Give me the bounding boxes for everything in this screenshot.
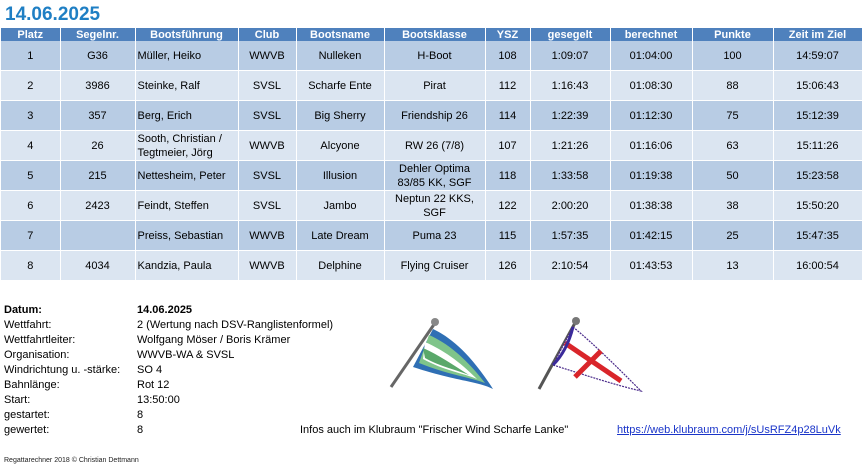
cell-ziel: 15:11:26 <box>773 131 862 161</box>
table-row <box>1 71 862 101</box>
cell-ziel: 15:12:39 <box>773 101 862 131</box>
cell-segelnr: 3986 <box>60 71 135 101</box>
cell-name: Nulleken <box>296 41 384 71</box>
info-label: gestartet: <box>4 409 50 421</box>
info-value: 14.06.2025 <box>137 304 193 316</box>
cell-klasse: Dehler Optima 83/85 KK, SGF <box>384 161 485 191</box>
cell-fuehrung: Kandzia, Paula <box>135 251 238 281</box>
cell-ysz: 107 <box>485 131 530 161</box>
cell-name: Jambo <box>296 191 384 221</box>
cell-name: Illusion <box>296 161 384 191</box>
info-label: gewertet: <box>4 424 50 436</box>
cell-ziel: 15:23:58 <box>773 161 862 191</box>
cell-platz: 5 <box>1 161 60 191</box>
info-value: SO 4 <box>137 364 163 376</box>
info-value: 8 <box>137 409 144 421</box>
info-label: Organisation: <box>4 349 70 361</box>
cell-segelnr: G36 <box>60 41 135 71</box>
table-header-row <box>1 28 862 41</box>
cell-punkte: 75 <box>692 101 773 131</box>
table-row <box>1 161 862 191</box>
cell-name: Late Dream <box>296 221 384 251</box>
page-title: 14.06.2025 <box>5 4 101 25</box>
cell-ziel: 16:00:54 <box>773 251 862 281</box>
cell-club: WWVB <box>238 221 296 251</box>
cell-name: Delphine <box>296 251 384 281</box>
column-header: berechnet <box>610 28 692 41</box>
cell-klasse: Puma 23 <box>384 221 485 251</box>
cell-ziel: 15:06:43 <box>773 71 862 101</box>
cell-fuehrung: Nettesheim, Peter <box>135 161 238 191</box>
table-row <box>1 101 862 131</box>
cell-segelnr <box>60 221 135 251</box>
info-label: Datum: <box>4 304 42 316</box>
info-value: WWVB-WA & SVSL <box>137 349 235 361</box>
cell-klasse: Friendship 26 <box>384 101 485 131</box>
column-header: Segelnr. <box>60 28 135 41</box>
cell-ysz: 108 <box>485 41 530 71</box>
table-row <box>1 41 862 71</box>
column-header: Bootsklasse <box>384 28 485 41</box>
cell-berechnet: 01:43:53 <box>610 251 692 281</box>
info-label: Wettfahrtleiter: <box>4 334 76 346</box>
cell-berechnet: 01:12:30 <box>610 101 692 131</box>
svsl-club-flag <box>535 315 645 392</box>
info-label: Wettfahrt: <box>4 319 52 331</box>
cell-berechnet: 01:38:38 <box>610 191 692 221</box>
cell-fuehrung: Feindt, Steffen <box>135 191 238 221</box>
column-header: Club <box>238 28 296 41</box>
cell-club: WWVB <box>238 131 296 161</box>
cell-platz: 2 <box>1 71 60 101</box>
cell-punkte: 63 <box>692 131 773 161</box>
footer-credit: Regattarechner 2018 © Christian Dettmann <box>4 457 139 464</box>
cell-name: Alcyone <box>296 131 384 161</box>
cell-gesegelt: 1:33:58 <box>530 161 610 191</box>
cell-ysz: 122 <box>485 191 530 221</box>
info-value: 13:50:00 <box>137 394 180 406</box>
info-label: Windrichtung u. -stärke: <box>4 364 121 376</box>
cell-ziel: 15:50:20 <box>773 191 862 221</box>
table-row <box>1 221 862 251</box>
cell-platz: 8 <box>1 251 60 281</box>
cell-segelnr: 2423 <box>60 191 135 221</box>
info-value: 2 (Wertung nach DSV-Ranglistenformel) <box>137 319 334 331</box>
cell-berechnet: 01:08:30 <box>610 71 692 101</box>
cell-segelnr: 4034 <box>60 251 135 281</box>
results-table <box>1 28 863 281</box>
klubraum-link[interactable]: https://web.klubraum.com/j/sUsRFZ4p28LuVk <box>617 424 841 436</box>
table-row <box>1 191 862 221</box>
cell-punkte: 38 <box>692 191 773 221</box>
column-header: Bootsführung <box>135 28 238 41</box>
cell-platz: 6 <box>1 191 60 221</box>
table-body <box>1 41 862 281</box>
cell-ziel: 15:47:35 <box>773 221 862 251</box>
cell-gesegelt: 1:09:07 <box>530 41 610 71</box>
cell-fuehrung: Berg, Erich <box>135 101 238 131</box>
cell-platz: 1 <box>1 41 60 71</box>
cell-club: SVSL <box>238 71 296 101</box>
cell-berechnet: 01:04:00 <box>610 41 692 71</box>
cell-klasse: H-Boot <box>384 41 485 71</box>
cell-ysz: 114 <box>485 101 530 131</box>
column-header: Bootsname <box>296 28 384 41</box>
cell-ysz: 126 <box>485 251 530 281</box>
cell-berechnet: 01:42:15 <box>610 221 692 251</box>
cell-fuehrung: Sooth, Christian / Tegtmeier, Jörg <box>135 131 238 161</box>
cell-segelnr: 26 <box>60 131 135 161</box>
column-header: Zeit im Ziel <box>773 28 862 41</box>
column-header: YSZ <box>485 28 530 41</box>
cell-gesegelt: 1:22:39 <box>530 101 610 131</box>
cell-gesegelt: 1:21:26 <box>530 131 610 161</box>
column-header: Platz <box>1 28 60 41</box>
cell-platz: 4 <box>1 131 60 161</box>
cell-club: WWVB <box>238 251 296 281</box>
cell-platz: 3 <box>1 101 60 131</box>
cell-club: SVSL <box>238 161 296 191</box>
wwvb-club-flag <box>385 315 497 392</box>
info-label: Start: <box>4 394 31 406</box>
cell-klasse: Flying Cruiser <box>384 251 485 281</box>
cell-punkte: 50 <box>692 161 773 191</box>
cell-gesegelt: 1:16:43 <box>530 71 610 101</box>
cell-fuehrung: Preiss, Sebastian <box>135 221 238 251</box>
cell-ysz: 118 <box>485 161 530 191</box>
cell-club: SVSL <box>238 101 296 131</box>
cell-fuehrung: Müller, Heiko <box>135 41 238 71</box>
cell-ziel: 14:59:07 <box>773 41 862 71</box>
cell-punkte: 25 <box>692 221 773 251</box>
table-row <box>1 131 862 161</box>
cell-gesegelt: 2:10:54 <box>530 251 610 281</box>
cell-segelnr: 357 <box>60 101 135 131</box>
info-label: Bahnlänge: <box>4 379 60 391</box>
cell-klasse: Neptun 22 KKS, SGF <box>384 191 485 221</box>
cell-punkte: 13 <box>692 251 773 281</box>
cell-punkte: 100 <box>692 41 773 71</box>
cell-gesegelt: 2:00:20 <box>530 191 610 221</box>
column-header: Punkte <box>692 28 773 41</box>
table-row <box>1 251 862 281</box>
cell-ysz: 115 <box>485 221 530 251</box>
cell-name: Big Sherry <box>296 101 384 131</box>
cell-berechnet: 01:19:38 <box>610 161 692 191</box>
cell-fuehrung: Steinke, Ralf <box>135 71 238 101</box>
info-value: 8 <box>137 424 144 436</box>
cell-club: SVSL <box>238 191 296 221</box>
cell-berechnet: 01:16:06 <box>610 131 692 161</box>
klubraum-info-text: Infos auch im Klubraum "Frischer Wind Scharfe Lanke" <box>300 424 569 436</box>
cell-segelnr: 215 <box>60 161 135 191</box>
column-header: gesegelt <box>530 28 610 41</box>
info-value: Rot 12 <box>137 379 170 391</box>
cell-club: WWVB <box>238 41 296 71</box>
cell-name: Scharfe Ente <box>296 71 384 101</box>
cell-punkte: 88 <box>692 71 773 101</box>
cell-ysz: 112 <box>485 71 530 101</box>
cell-klasse: Pirat <box>384 71 485 101</box>
cell-gesegelt: 1:57:35 <box>530 221 610 251</box>
info-value: Wolfgang Möser / Boris Krämer <box>137 334 291 346</box>
cell-platz: 7 <box>1 221 60 251</box>
cell-klasse: RW 26 (7/8) <box>384 131 485 161</box>
